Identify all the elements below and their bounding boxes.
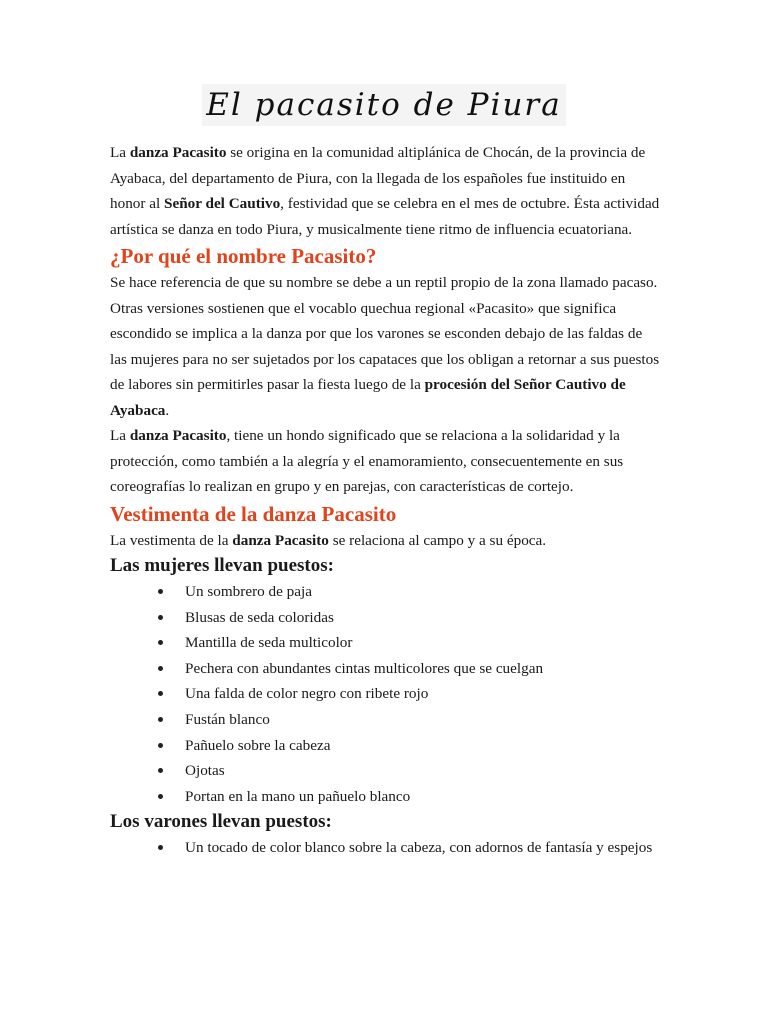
list-item <box>158 579 662 605</box>
bullet-icon <box>158 640 163 645</box>
list-item <box>158 835 662 861</box>
list-item-text: Blusas de seda coloridas <box>185 608 334 626</box>
men-list <box>110 835 662 861</box>
list-item-text: Una falda de color negro con ribete rojo <box>185 685 429 703</box>
intro-paragraph <box>110 140 662 242</box>
bullet-icon <box>158 717 163 722</box>
list-item-text: Pañuelo sobre la cabeza <box>185 736 331 754</box>
list-item <box>158 707 662 733</box>
bullet-icon <box>158 794 163 799</box>
list-item <box>158 605 662 631</box>
women-list <box>110 579 662 809</box>
bullet-icon <box>158 666 163 671</box>
list-item <box>158 656 662 682</box>
list-item-text: Pechera con abundantes cintas multicolores que se cuelgan <box>185 659 544 677</box>
bullet-icon <box>158 615 163 620</box>
name-paragraph-2 <box>110 423 662 500</box>
list-item-text: Un sombrero de paja <box>185 583 312 600</box>
name-p2-text-1: La <box>110 427 130 444</box>
list-item-text: Fustán blanco <box>185 710 270 728</box>
list-item-text: Portan en la mano un pañuelo blanco <box>185 787 411 805</box>
document-body <box>110 140 662 861</box>
title-block <box>0 84 768 126</box>
intro-text-2: se origina en la comunidad altiplánica de Chocán, de la provincia de Ayabaca, del departamento de Piura, con la llegada de los españoles fue instituido en honor al <box>110 144 646 212</box>
name-p2-text-2: , tiene un hondo significado que se relaciona a la solidaridad y la protección, como también a la alegría y el enamoramiento, consecuentemente en sus coreografías lo realizan en grupo y en parejas, con características de cortejo. <box>110 427 624 495</box>
name-p1-text-2: . <box>165 401 170 419</box>
intro-bold-2: Señor del Cautivo <box>164 195 281 212</box>
intro-bold-1: danza Pacasito <box>129 144 227 161</box>
name-paragraph-1 <box>110 270 662 423</box>
name-p1-bold-1: procesión del Señor Cautivo de Ayabaca <box>110 376 626 419</box>
list-item <box>158 630 662 656</box>
list-item <box>158 758 662 784</box>
list-item <box>158 681 662 707</box>
list-item-text: Mantilla de seda multicolor <box>185 634 353 652</box>
document-title: El pacasito de Piura <box>202 84 565 126</box>
clothing-text-1: La vestimenta de la <box>110 531 233 549</box>
section-heading-clothing: Vestimenta de la danza Pacasito <box>110 501 397 526</box>
list-item <box>158 733 662 759</box>
section-heading-name: ¿Por qué el nombre Pacasito? <box>110 244 377 268</box>
bullet-icon <box>158 743 163 748</box>
clothing-bold-1: danza Pacasito <box>232 531 329 549</box>
intro-text-1: La <box>110 144 130 161</box>
list-item-text: Un tocado de color blanco sobre la cabeza, con adornos de fantasía y espejos <box>185 839 653 857</box>
bullet-icon <box>158 845 163 850</box>
clothing-text-2: se relaciona al campo y a su época. <box>328 531 547 549</box>
women-heading: Las mujeres llevan puestos: <box>110 555 334 576</box>
intro-text-3: , festividad que se celebra en el mes de octubre. Ésta actividad artística se danza en todo Piura, y musicalmente tiene ritmo de influencia ecuatoriana. <box>110 195 660 238</box>
name-p2-bold-1: danza Pacasito <box>129 427 227 444</box>
list-item-text: Ojotas <box>185 762 225 780</box>
bullet-icon <box>158 589 163 594</box>
men-heading: Los varones llevan puestos: <box>110 811 332 833</box>
list-item <box>158 784 662 810</box>
bullet-icon <box>158 691 163 696</box>
name-p1-text-1: Se hace referencia de que su nombre se debe a un reptil propio de la zona llamado pacaso. Otras versiones sostienen que el vocablo quechua regional «Pacasito» que significa escondido se implica a la danza por que los varones se esconden debajo de las faldas de las mujeres para no ser sujetados por los capataces que los obligan a retornar a sus puestos de labores sin permitirles pasar la fiesta luego de la <box>110 274 660 393</box>
bullet-icon <box>158 768 163 773</box>
clothing-paragraph <box>110 528 662 554</box>
